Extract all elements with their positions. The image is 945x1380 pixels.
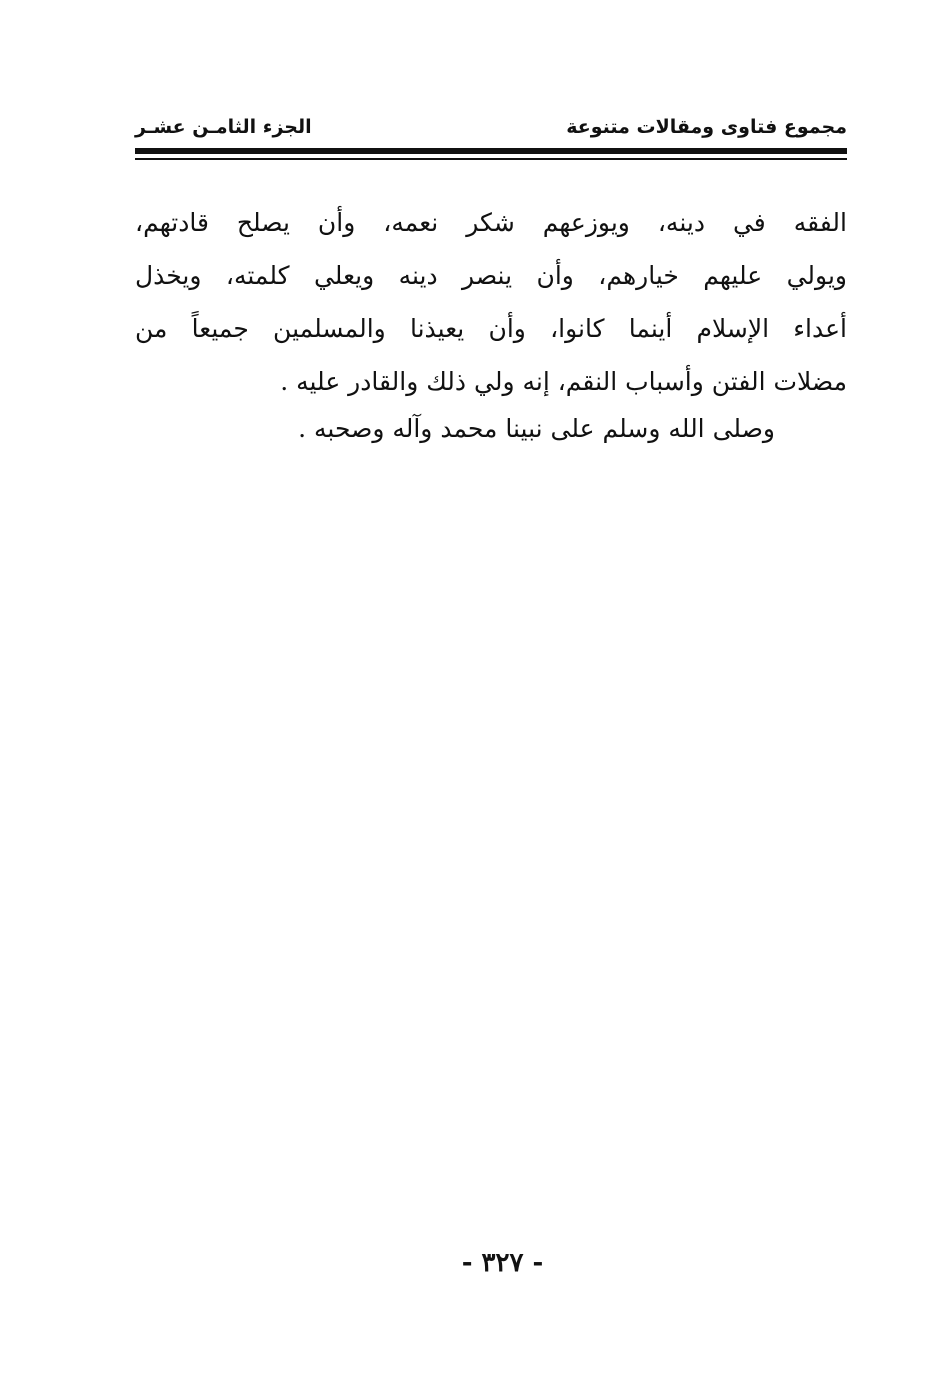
body-line-4: مضلات الفتن وأسباب النقم، إنه ولي ذلك والقادر عليه . [280,367,847,396]
closing-blessing: وصلى الله وسلم على نبينا محمد وآله وصحبه . [298,414,775,443]
body-paragraph [135,196,847,408]
body-line-1: الفقه في دينه، ويوزعهم شكر نعمه، وأن يصلح قادتهم، [135,208,847,237]
body-line-3: أعداء الإسلام أينما كانوا، وأن يعيذنا والمسلمين جميعاً من [135,314,847,343]
header-rule-thick [135,148,847,154]
header-rule-thin [135,158,847,160]
volume-label: الجزء الثامـن عشـر [135,116,312,138]
book-title: مجموع فتاوى ومقالات متنوعة [566,116,847,138]
running-header [135,112,847,148]
page-number: - ٣٢٧ - [461,1248,544,1278]
body-line-2: ويولي عليهم خيارهم، وأن ينصر دينه ويعلي كلمته، ويخذل [135,261,847,290]
